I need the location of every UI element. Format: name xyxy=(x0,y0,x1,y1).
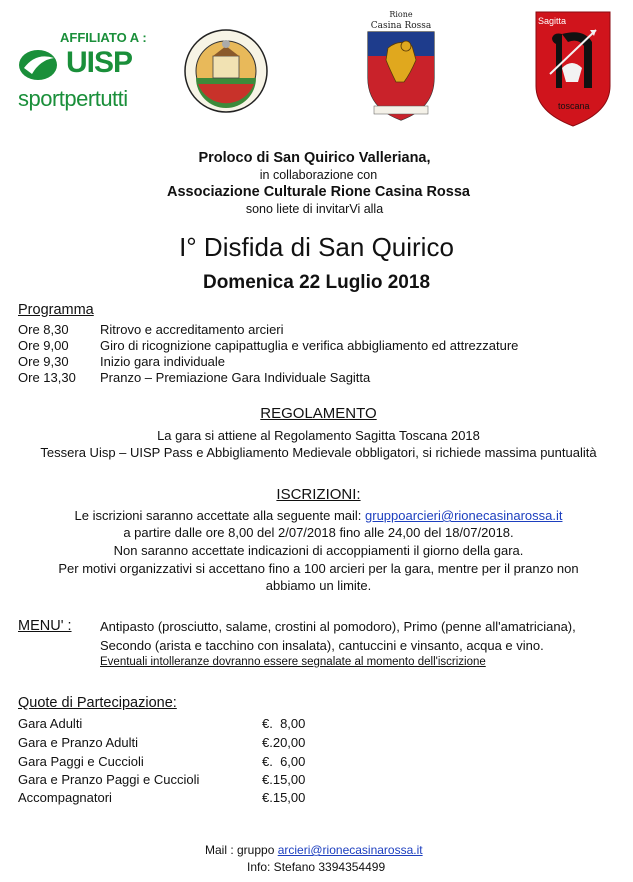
iscrizioni-line-1-text: Le iscrizioni saranno accettate alla seguente mail: xyxy=(74,508,366,523)
program-time-1: Ore 8,30 xyxy=(18,322,69,337)
quote-label-2: Gara e Pranzo Adulti xyxy=(18,735,138,750)
regolamento-line-1: La gara si attiene al Regolamento Sagitta Toscana 2018 xyxy=(157,428,480,443)
contact-mail-prefix: Mail : gruppo xyxy=(205,843,278,857)
sagitta-top-label: Sagitta xyxy=(538,16,567,26)
quote-heading: Quote di Partecipazione: xyxy=(18,695,177,711)
iscrizioni-line-2: a partire dalle ore 8,00 del 2/07/2018 fino alle 24,00 del 18/07/2018. xyxy=(123,525,514,540)
archery-circle-icon xyxy=(183,28,269,114)
svg-text:Rione: Rione xyxy=(389,10,413,19)
programma-heading: Programma xyxy=(18,302,94,318)
uisp-tagline: sportpertutti xyxy=(18,86,128,111)
registration-email-link[interactable]: gruppoarcieri@rionecasinarossa.it xyxy=(365,508,563,523)
menu-line-2: Secondo (arista e tacchino con insalata), cantuccini e vinsanto, acqua e vino. xyxy=(100,638,544,653)
quote-label-3: Gara Paggi e Cuccioli xyxy=(18,754,144,769)
quote-price-1: €. 8,00 xyxy=(262,716,306,731)
iscrizioni-line-3: Non saranno accettate indicazioni di accoppiamenti il giorno della gara. xyxy=(113,543,524,558)
rione-shield-icon xyxy=(360,8,442,123)
sagitta-toscana-logo xyxy=(532,8,614,128)
program-desc-4: Pranzo – Premiazione Gara Individuale Sagitta xyxy=(100,370,371,385)
iscrizioni-line-5: abbiamo un limite. xyxy=(265,578,372,593)
regolamento-heading: REGOLAMENTO xyxy=(260,405,377,422)
menu-heading: MENU' : xyxy=(18,618,72,634)
regolamento-line-2: Tessera Uisp – UISP Pass e Abbigliamento Medievale obbligatori, si richiede massima puntualità xyxy=(40,445,597,460)
rione-casina-rossa-logo xyxy=(360,8,442,123)
event-title: I° Disfida di San Quirico xyxy=(179,232,454,262)
collaboration-text: in collaborazione con xyxy=(259,168,378,182)
quote-label-4: Gara e Pranzo Paggi e Cuccioli xyxy=(18,772,200,787)
iscrizioni-line-1 xyxy=(2,508,633,523)
contact-info: Info: Stefano 3394354499 xyxy=(247,860,386,874)
program-desc-3: Inizio gara individuale xyxy=(100,354,226,369)
quote-price-5: €.15,00 xyxy=(262,790,306,805)
program-time-4: Ore 13,30 xyxy=(18,370,76,385)
quote-label-1: Gara Adulti xyxy=(18,716,83,731)
iscrizioni-line-4: Per motivi organizzativi si accettano fino a 100 arcieri per la gara, mentre per il pranzo non xyxy=(58,561,579,576)
program-desc-1: Ritrovo e accreditamento arcieri xyxy=(100,322,284,337)
uisp-swoosh-icon xyxy=(18,48,60,82)
uisp-logo xyxy=(18,30,153,115)
quote-label-5: Accompagnatori xyxy=(18,790,112,805)
quote-price-4: €.15,00 xyxy=(262,772,306,787)
organizer-associazione: Associazione Culturale Rione Casina Rossa xyxy=(167,184,470,200)
uisp-name: UISP xyxy=(66,46,133,79)
invite-text: sono liete di invitarVi alla xyxy=(245,202,384,216)
contact-email-link[interactable]: arcieri@rionecasinarossa.it xyxy=(277,843,423,857)
program-desc-2: Giro di ricognizione capipattuglia e verifica abbigliamento ed attrezzature xyxy=(100,338,519,353)
contact-mail xyxy=(205,843,423,857)
quote-price-2: €.20,00 xyxy=(262,735,306,750)
menu-line-1: Antipasto (prosciutto, salame, crostini al pomodoro), Primo (penne all'amatriciana), xyxy=(100,619,576,634)
arco-uisp-logo xyxy=(183,28,269,114)
sagitta-bottom-label: toscana xyxy=(558,101,590,111)
svg-text:Casina Rossa: Casina Rossa xyxy=(370,21,432,31)
organizer-proloco: Proloco di San Quirico Valleriana, xyxy=(198,150,431,166)
event-date: Domenica 22 Luglio 2018 xyxy=(202,272,431,293)
program-time-2: Ore 9,00 xyxy=(18,338,69,353)
program-time-3: Ore 9,30 xyxy=(18,354,69,369)
iscrizioni-heading: ISCRIZIONI: xyxy=(276,486,361,503)
quote-price-3: €. 6,00 xyxy=(262,754,306,769)
uisp-affiliato-label: AFFILIATO A : xyxy=(60,30,147,45)
menu-intolerance-note: Eventuali intolleranze dovranno essere segnalate al momento dell'iscrizione xyxy=(100,656,486,668)
